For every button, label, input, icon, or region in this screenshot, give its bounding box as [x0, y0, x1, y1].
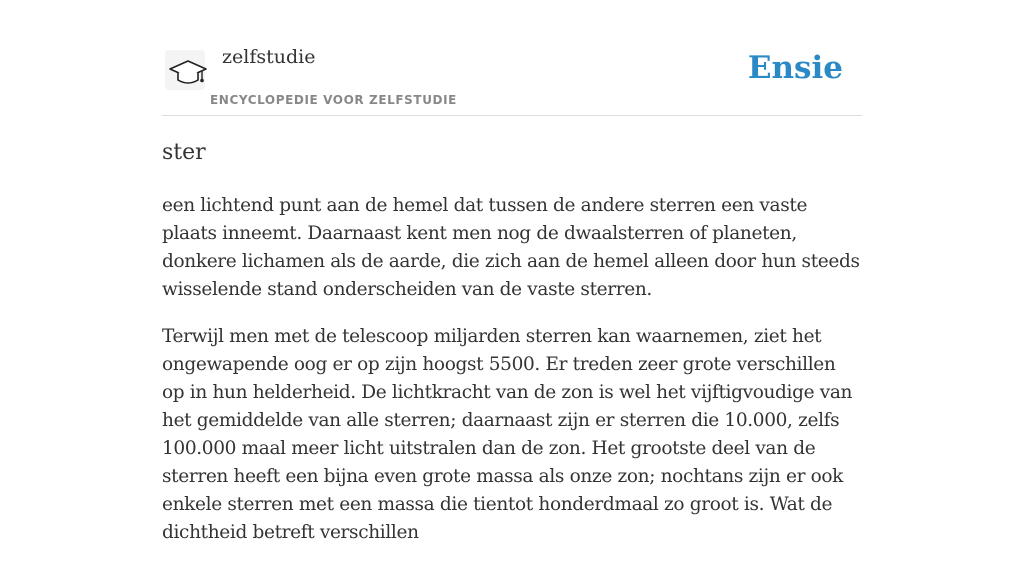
- brand-logo-link[interactable]: Ensie: [747, 50, 843, 86]
- page-title: ster: [162, 140, 206, 165]
- article-paragraph: een lichtend punt aan de hemel dat tussen de andere sterren een vaste plaats inneemt. Daarnaast kent men nog de dwaalsterren of planeten, donkere lichamen als de aarde, die zich aan de hemel alleen door hun steeds wisselende stand onderscheiden van de vaste sterren.: [162, 195, 860, 300]
- page-container: [162, 0, 862, 543]
- site-name-link[interactable]: zelfstudie: [222, 46, 316, 68]
- site-logo[interactable]: [165, 50, 205, 90]
- site-header: [162, 0, 862, 116]
- article-paragraph: Terwijl men met de telescoop miljarden sterren kan waarnemen, ziet het ongewapende oog er op zijn hoogst 5500. Er treden zeer grote verschillen op in hun helderheid. De lichtkracht van de zon is wel het vijftigvoudige van het gemiddelde van alle sterren; daarnaast zijn er sterren die 10.000, zelfs 100.000 maal meer licht uitstralen dan de zon. Het grootste deel van de sterren heeft een bijna even grote massa als onze zon; nochtans zijn er ook enkele sterren met een massa die tientot honderdmaal zo groot is. Wat de dichtheid betreft verschillen: [162, 326, 853, 543]
- article-body: [162, 192, 862, 566]
- site-tagline: ENCYCLOPEDIE VOOR ZELFSTUDIE: [210, 93, 457, 107]
- graduation-cap-icon: [169, 58, 207, 88]
